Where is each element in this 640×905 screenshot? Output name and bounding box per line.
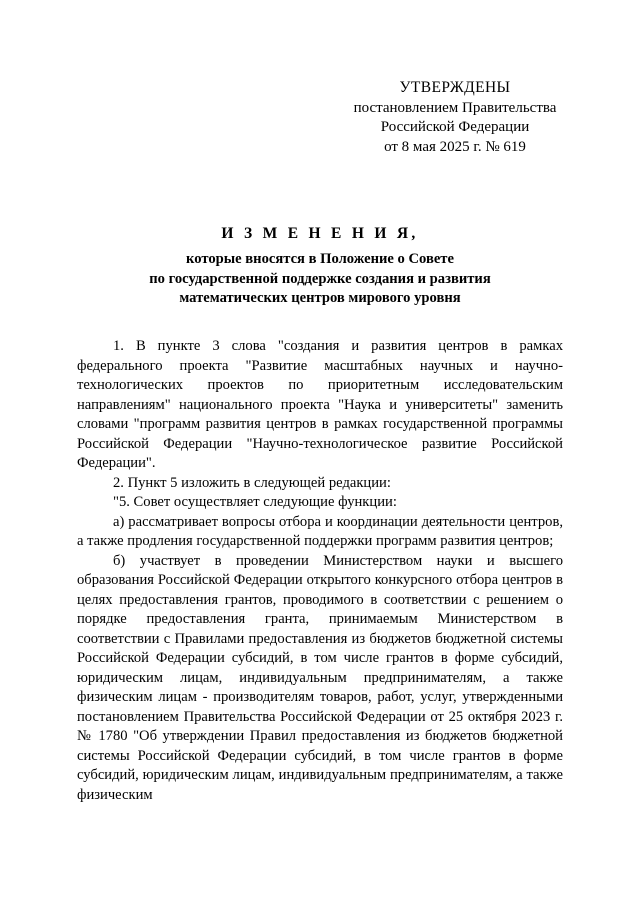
approval-stamp (330, 78, 580, 157)
document-body (77, 337, 563, 805)
subtitle-line-2: по государственной поддержке создания и развития (149, 270, 491, 287)
paragraph-item-2: 2. Пункт 5 изложить в следующей редакции: (113, 474, 391, 491)
subtitle-line-3: математических центров мирового уровня (179, 290, 461, 306)
approval-line-1: постановлением Правительства (353, 99, 557, 116)
subtitle-line-1: которые вносятся в Положение о Совете (186, 251, 454, 267)
paragraph-item-1: 1. В пункте 3 слова "создания и развития центров в рамках федерального проекта "Развитие масштабных научных и научно-технологических проектов по приоритетным исследовательским направлениям" национального проекта "Наука и университеты" заменить словами "программ развития центров в рамках государственной программы Российской Федерации "Научно-технологическое развитие Российской Федерации". (77, 338, 563, 471)
approval-line-2: Российской Федерации (380, 119, 530, 135)
paragraph-function-intro: "5. Совет осуществляет следующие функции: (113, 494, 397, 510)
paragraph-function-b: б) участвует в проведении Министерством науки и высшего образования Российской Федерации открытого конкурсного отбора центров в целях предоставления грантов, проводимого в соответствии с решением о порядке предоставления гранта, принимаемым Министерством в соответствии с Правилами предоставления из бюджетов бюджетной системы Российской Федерации субсидий, в том числе грантов в форме субсидий, юридическим лицам, индивидуальным предпринимателям, а также физическим лицам - производителям товаров, работ, услуг, утвержденными постановлением Правительства Российской Федерации от 25 октября 2023 г. № 1780 "Об утверждении Правил предоставления из бюджетов бюджетной системы Российской Федерации субсидий, в том числе грантов в форме субсидий, юридическим лицам, индивидуальным предпринимателям, а также физическим (77, 552, 563, 803)
approval-heading: УТВЕРЖДЕНЫ (399, 79, 511, 96)
document-subtitle (77, 250, 563, 309)
approval-line-3: от 8 мая 2025 г. № 619 (384, 138, 526, 155)
document-title: И З М Е Н Е Н И Я, (221, 225, 419, 242)
paragraph-function-a: а) рассматривает вопросы отбора и координации деятельности центров, а также продления государственной поддержки программ развития центров; (77, 513, 563, 549)
